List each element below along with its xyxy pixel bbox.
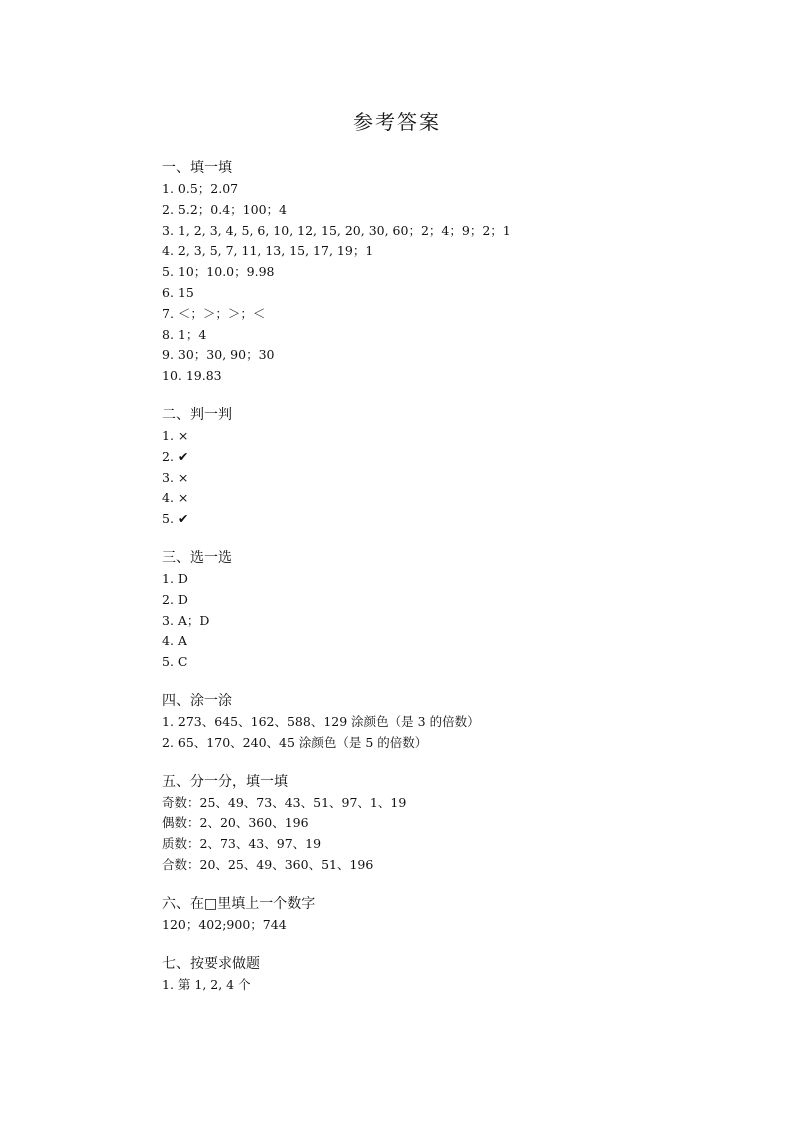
answer-line: 4. 2, 3, 5, 7, 11, 13, 15, 17, 19；1 <box>162 243 374 259</box>
answer-line: 3. × <box>162 469 189 485</box>
answer-line: 5. C <box>162 654 188 670</box>
answer-line: 1. D <box>162 570 188 586</box>
section-heading: 五、分一分，填一填 <box>162 773 288 790</box>
section-classify <box>162 772 762 876</box>
answer-line: 10. 19.83 <box>162 368 222 384</box>
answer-line: 4. × <box>162 490 189 506</box>
section-heading: 六、在□里填上一个数字 <box>162 895 316 912</box>
section-heading: 一、填一填 <box>162 160 232 176</box>
answer-line: 2. ✔ <box>162 448 189 464</box>
answer-line: 合数：20、25、49、360、51、196 <box>162 856 374 872</box>
answer-line: 2. 65、170、240、45 涂颜色（是 5 的倍数） <box>162 734 428 750</box>
section-heading: 三、选一选 <box>162 549 232 566</box>
page-title: 参考答案 <box>353 110 441 134</box>
answer-line: 1. × <box>162 427 189 443</box>
answer-line: 1. 273、645、162、588、129 涂颜色（是 3 的倍数） <box>162 713 480 729</box>
answer-line: 4. A <box>162 633 187 649</box>
section-fill-in <box>162 158 762 387</box>
section-judge <box>162 405 762 530</box>
answer-line: 质数：2、73、43、97、19 <box>162 836 322 852</box>
section-requirements <box>162 954 762 996</box>
answer-line: 1. 第 1, 2, 4 个 <box>162 976 251 992</box>
section-choose <box>162 548 762 673</box>
answer-line: 3. 1, 2, 3, 4, 5, 6, 10, 12, 15, 20, 30, 60；2；4；9；2；1 <box>162 222 511 238</box>
answer-line: 奇数：25、49、73、43、51、97、1、19 <box>162 794 407 810</box>
answer-line: 2. D <box>162 591 188 607</box>
answer-line: 5. ✔ <box>162 511 189 527</box>
section-heading: 七、按要求做题 <box>162 955 260 972</box>
section-heading: 二、判一判 <box>162 406 232 423</box>
answer-content <box>162 158 762 1013</box>
section-fill-digit <box>162 894 762 936</box>
answer-line: 3. A；D <box>162 612 210 628</box>
section-heading: 四、涂一涂 <box>162 692 232 709</box>
answer-line: 6. 15 <box>162 284 194 300</box>
answer-line: 8. 1；4 <box>162 326 207 342</box>
answer-line: 偶数：2、20、360、196 <box>162 815 309 831</box>
section-color <box>162 691 762 754</box>
answer-line: 7. ＜；＞；＞；＜ <box>162 305 266 321</box>
answer-line: 2. 5.2；0.4；100；4 <box>162 201 287 217</box>
answer-line: 5. 10；10.0；9.98 <box>162 264 275 280</box>
answer-line: 9. 30；30, 90；30 <box>162 347 275 363</box>
answer-line: 120；402;900；744 <box>162 916 287 932</box>
answer-line: 1. 0.5；2.07 <box>162 181 239 196</box>
